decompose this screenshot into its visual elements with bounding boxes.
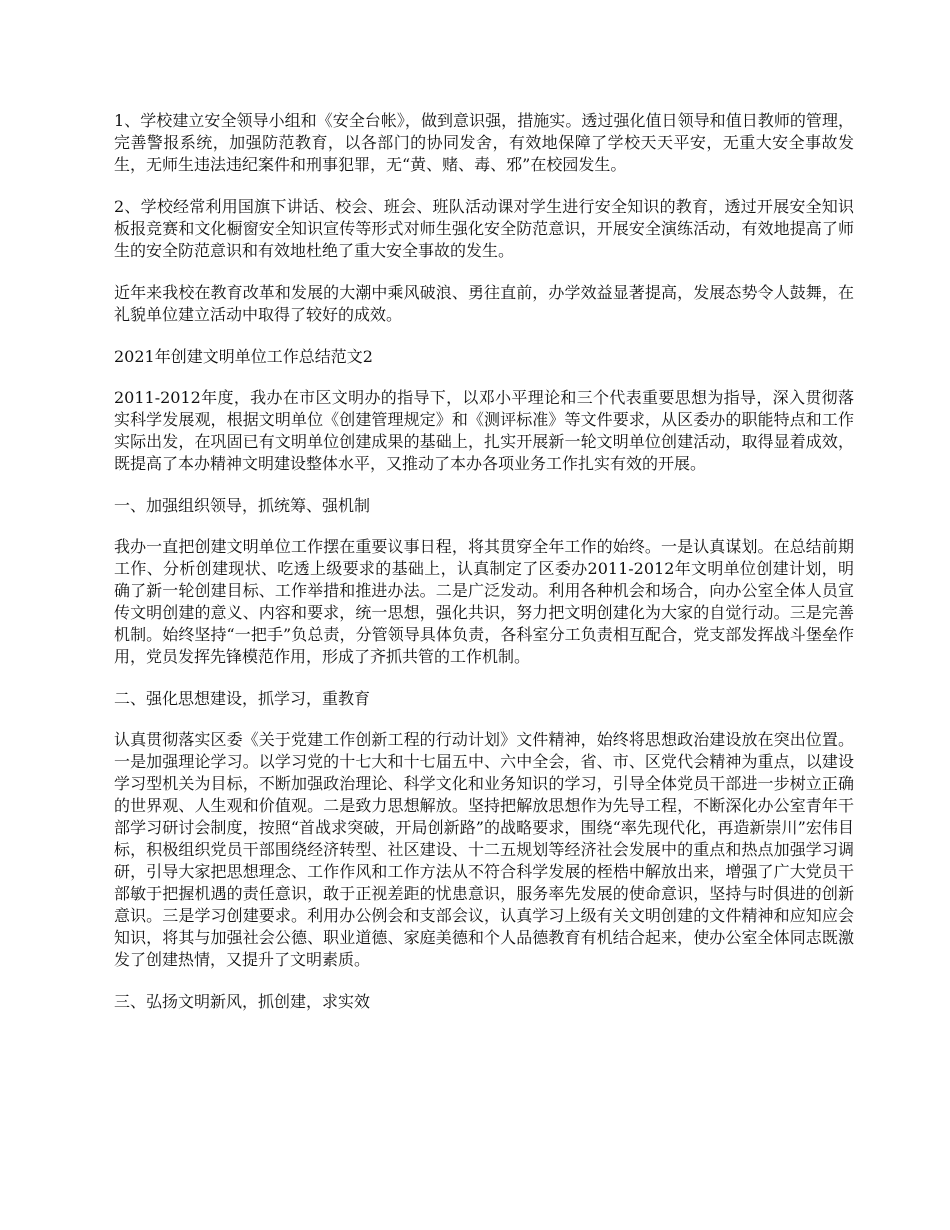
paragraph-safety-education: 2、学校经常利用国旗下讲话、校会、班会、班队活动课对学生进行安全知识的教育，透过开展安全知识板报竞赛和文化橱窗安全知识宣传等形式对师生强化安全防范意识，开展安全演练活动，有效地提高了师生的安全防范意识和有效地杜绝了重大安全事故的发生。 [114, 197, 854, 260]
heading-civilization-practice: 三、弘扬文明新风，抓创建，求实效 [114, 992, 371, 1011]
paragraph-annual-summary: 2011-2012年度，我办在市区文明办的指导下，以邓小平理论和三个代表重要思想为指导，深入贯彻落实科学发展观，根据文明单位《创建管理规定》和《测评标准》等文件要求，从区委办的职能特点和工作实际出发，在巩固已有文明单位创建成果的基础上，扎实开展新一轮文明单位创建活动，取得显着成效，既提高了本办精神文明建设整体水平，又推动了本办各项业务工作扎实有效的开展。 [114, 388, 854, 473]
paragraph-ideological-building: 认真贯彻落实区委《关于党建工作创新工程的行动计划》文件精神，始终将思想政治建设放在突出位置。一是加强理论学习。以学习党的十七大和十七届五中、六中全会，省、市、区党代会精神为重点，以建设学习型机关为目标，不断加强政治理论、科学文化和业务知识的学习，引导全体党员干部进一步树立正确的世界观、人生观和价值观。二是致力思想解放。坚持把解放思想作为先导工程，不断深化办公室青年干部学习研讨会制度，按照“首战求突破，开局创新路”的战略要求，围绕“率先现代化，再造新崇川”宏伟目标，积极组织党员干部围绕经济转型、社区建设、十二五规划等经济社会发展中的重点和热点加强学习调研，引导大家把思想理念、工作作风和工作方法从不符合科学发展的桎梏中解放出来，增强了广大党员干部敏于把握机遇的责任意识，敢于正视差距的忧患意识，服务率先发展的使命意识，坚持与时俱进的创新意识。三是学习创建要求。利用办公例会和支部会议，认真学习上级有关文明创建的文件精神和应知应会知识，将其与加强社会公德、职业道德、家庭美德和个人品德教育有机结合起来，使办公室全体同志既激发了创建热情，又提升了文明素质。 [114, 730, 854, 969]
paragraph-safety-leadership: 1、学校建立安全领导小组和《安全台帐》，做到意识强，措施实。透过强化值日领导和值日教师的管理，完善警报系统，加强防范教育，以各部门的协同发舍，有效地保障了学校天天平安，无重大安全事故发生，无师生违法违纪案件和刑事犯罪，无“黄、赌、毒、邪”在校园发生。 [114, 111, 854, 174]
heading-organization-leadership: 一、加强组织领导，抓统筹、强机制 [114, 496, 371, 515]
heading-ideological-building: 二、强化思想建设，抓学习，重教育 [114, 689, 371, 708]
paragraph-school-achievements: 近年来我校在教育改革和发展的大潮中乘风破浪、勇往直前，办学效益显著提高，发展态势令人鼓舞，在礼貌单位建立活动中取得了较好的成效。 [114, 283, 854, 324]
document-body [114, 110, 854, 1032]
paragraph-organization-leadership: 我办一直把创建文明单位工作摆在重要议事日程，将其贯穿全年工作的始终。一是认真谋划。在总结前期工作、分析创建现状、吃透上级要求的基础上，认真制定了区委办2011-2012年文明单位创建计划，明确了新一轮创建目标、工作举措和推进办法。二是广泛发动。利用各种机会和场合，向办公室全体人员宣传文明创建的意义、内容和要求，统一思想，强化共识，努力把文明创建化为大家的自觉行动。三是完善机制。始终坚持“一把手”负总责，分管领导具体负责，各科室分工负责相互配合，党支部发挥战斗堡垒作用，党员发挥先锋模范作用，形成了齐抓共管的工作机制。 [114, 537, 854, 666]
section-title: 2021年创建文明单位工作总结范文2 [114, 347, 373, 366]
